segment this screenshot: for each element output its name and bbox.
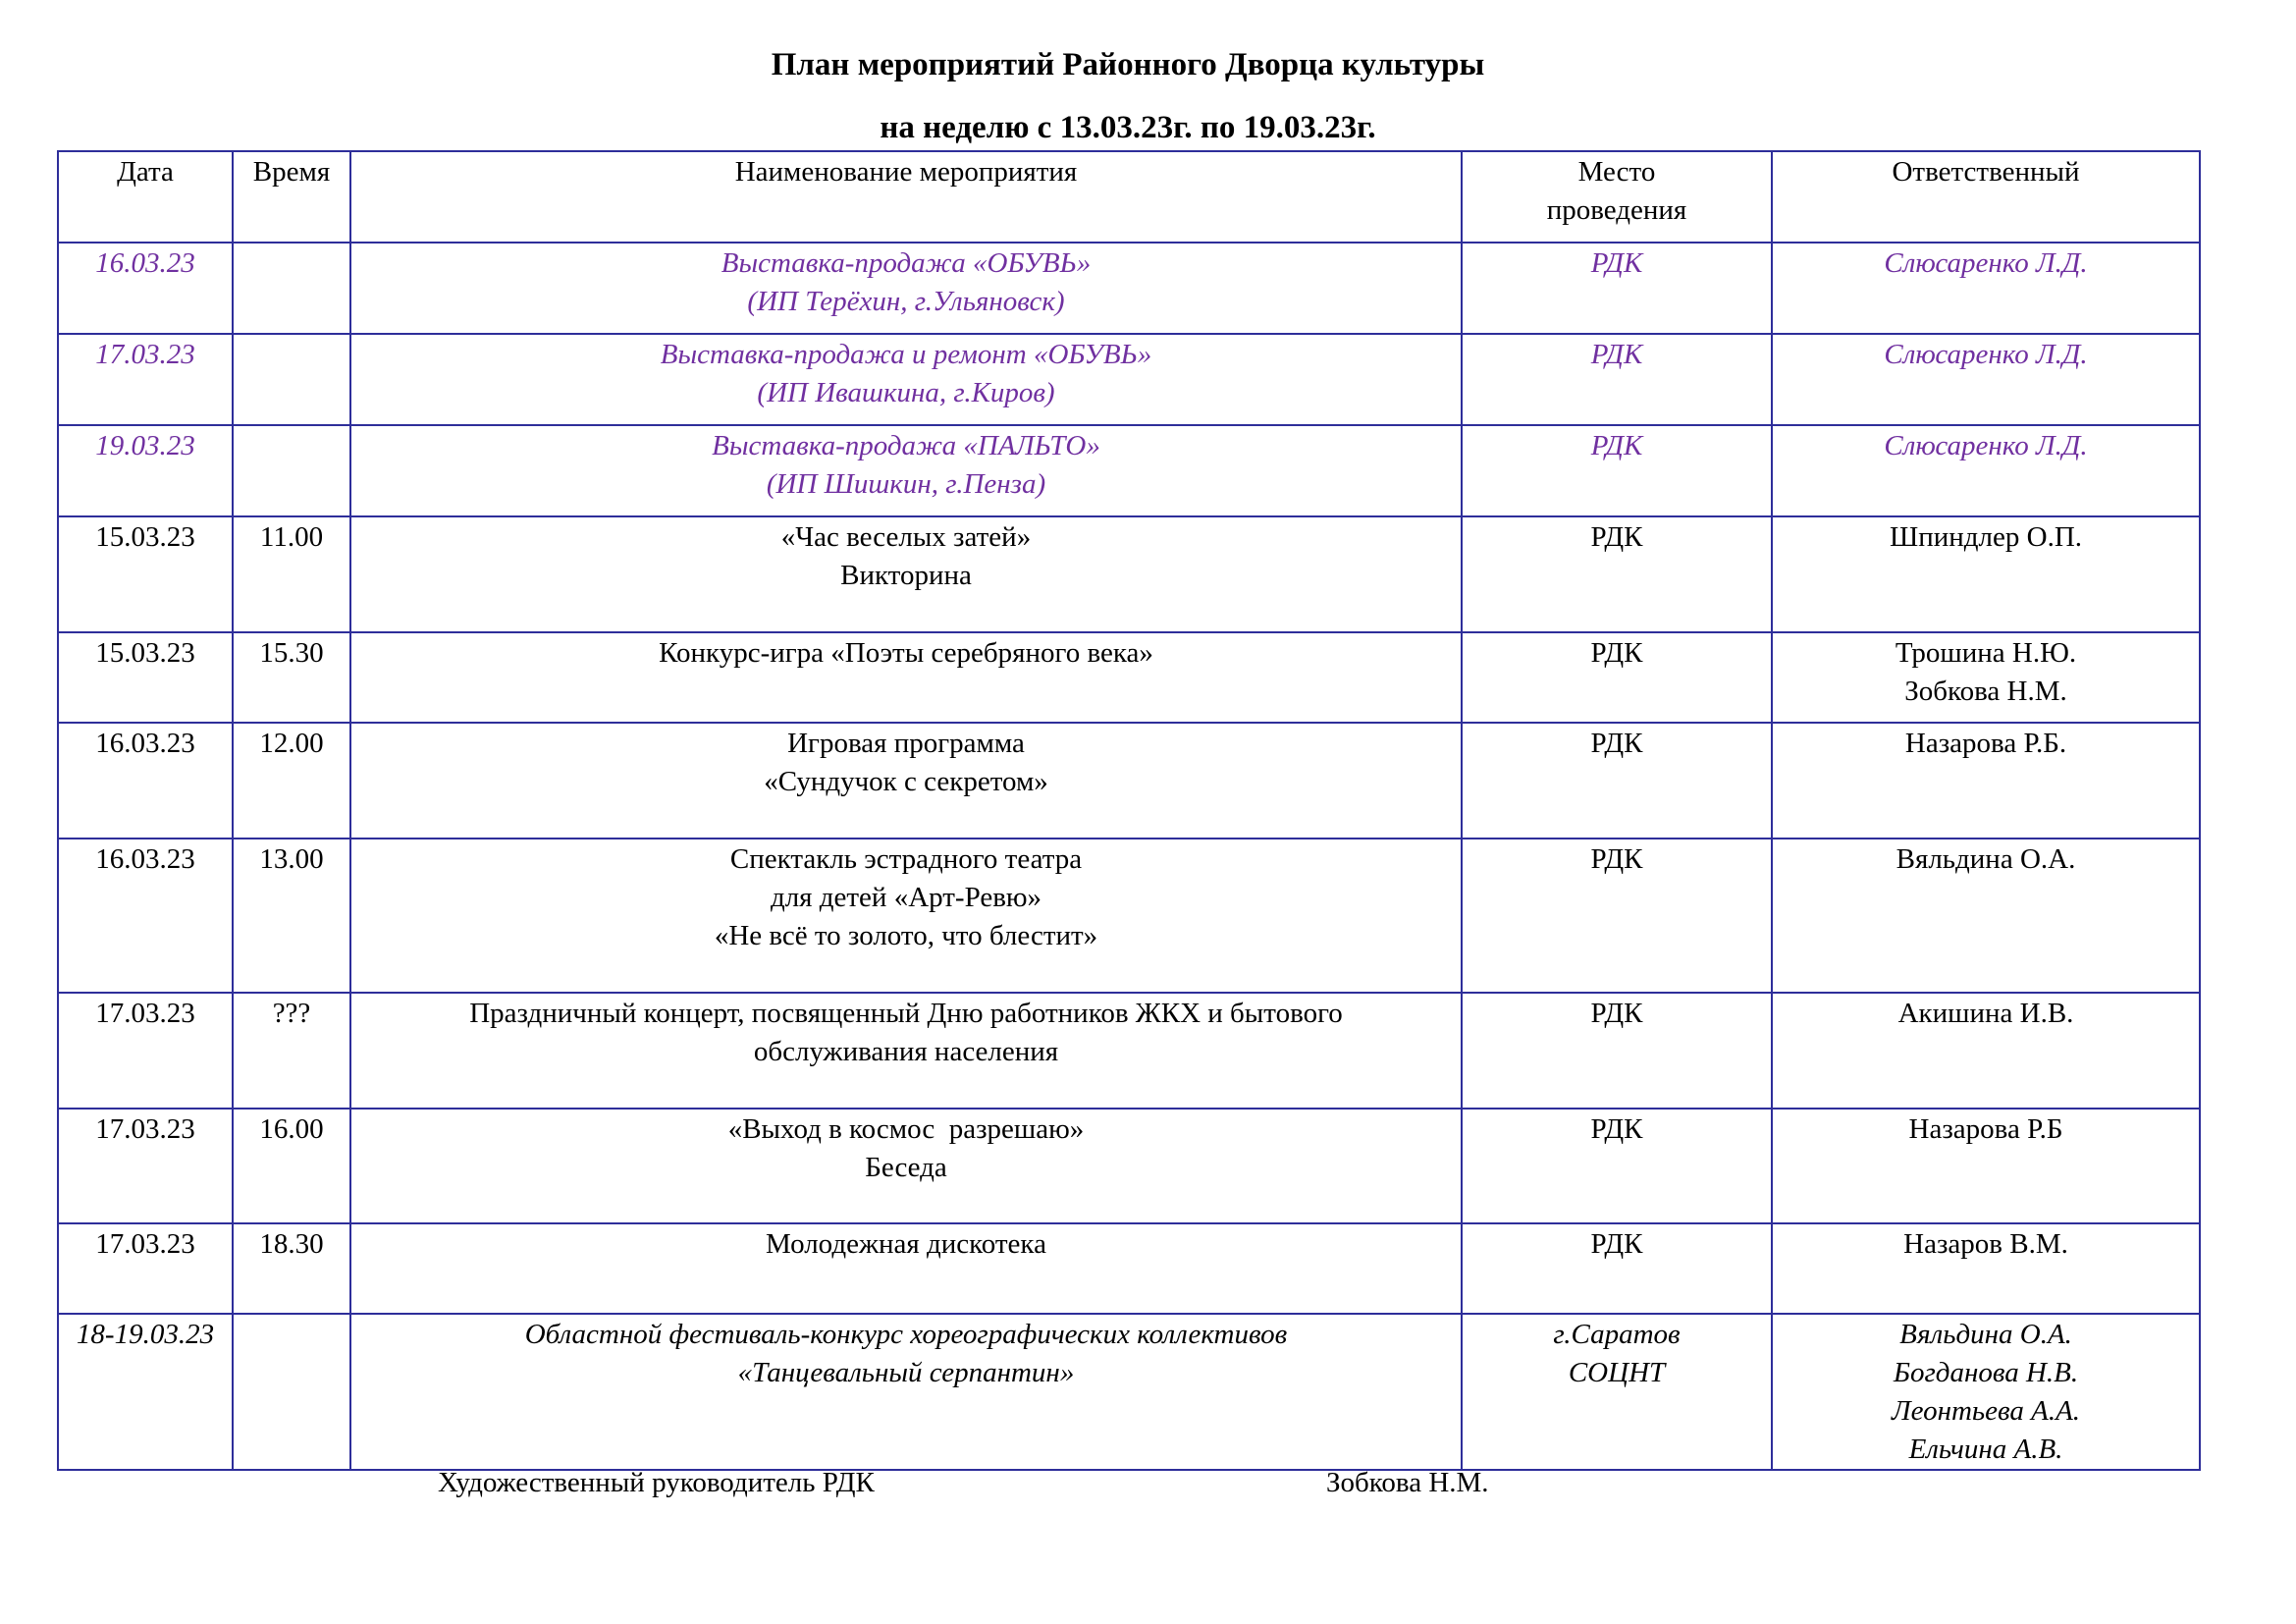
responsible-line: Слюсаренко Л.Д.	[1884, 430, 2088, 461]
place-line: РДК	[1590, 637, 1643, 669]
cell-place	[1462, 839, 1772, 993]
cell-responsible	[1772, 425, 2200, 516]
event-line: Областной фестиваль-конкурс хореографических коллективов	[524, 1319, 1288, 1350]
event-line: «Выход в космос разрешаю»	[727, 1113, 1085, 1145]
cell-event	[350, 993, 1462, 1109]
cell-responsible	[1772, 1314, 2200, 1470]
cell-place	[1462, 723, 1772, 839]
table-row	[58, 993, 2200, 1109]
event-line: Молодежная дискотека	[766, 1228, 1046, 1260]
responsible-line: Трошина Н.Ю.	[1895, 637, 2077, 669]
cell-place	[1462, 425, 1772, 516]
place-line: РДК	[1590, 1228, 1643, 1260]
responsible-line: Назарова Р.Б	[1908, 1113, 2063, 1145]
cell-time	[233, 243, 350, 334]
header-place	[1462, 151, 1772, 243]
cell-responsible	[1772, 243, 2200, 334]
responsible-line: Слюсаренко Л.Д.	[1884, 247, 2088, 279]
cell-responsible	[1772, 723, 2200, 839]
table-row	[58, 839, 2200, 993]
page-title: План мероприятий Районного Дворца культуры	[771, 47, 1485, 82]
cell-date: 16.03.23	[58, 723, 233, 839]
responsible-line: Назарова Р.Б.	[1904, 728, 2067, 759]
event-line: «Не всё то золото, что блестит»	[714, 920, 1098, 951]
event-line: Праздничный концерт, посвященный Дню работников ЖКХ и бытового	[469, 998, 1343, 1029]
header-responsible: Ответственный	[1772, 151, 2200, 243]
responsible-line: Вяльдина О.А.	[1896, 843, 2076, 875]
cell-place	[1462, 632, 1772, 723]
cell-event	[350, 1314, 1462, 1470]
cell-place	[1462, 993, 1772, 1109]
place-line: г.Саратов	[1553, 1319, 1681, 1350]
responsible-line: Слюсаренко Л.Д.	[1884, 339, 2088, 370]
cell-event	[350, 334, 1462, 425]
cell-date: 17.03.23	[58, 1109, 233, 1223]
event-line: «Сундучок с секретом»	[764, 766, 1048, 797]
cell-date: 18-19.03.23	[58, 1314, 233, 1470]
responsible-line: Назаров В.М.	[1903, 1228, 2068, 1260]
table-row	[58, 723, 2200, 839]
cell-event	[350, 1223, 1462, 1314]
responsible-line: Ельчина А.В.	[1908, 1434, 2063, 1465]
event-line: для детей «Арт-Ревю»	[770, 882, 1042, 913]
cell-responsible	[1772, 993, 2200, 1109]
event-line: «Час веселых затей»	[780, 521, 1032, 553]
event-line: Выставка-продажа и ремонт «ОБУВЬ»	[660, 339, 1152, 370]
cell-place	[1462, 243, 1772, 334]
cell-time	[233, 425, 350, 516]
place-line: РДК	[1590, 843, 1643, 875]
cell-event	[350, 839, 1462, 993]
event-line: Выставка-продажа «ОБУВЬ»	[721, 247, 1092, 279]
cell-event	[350, 425, 1462, 516]
cell-responsible	[1772, 839, 2200, 993]
cell-event	[350, 632, 1462, 723]
cell-time: 18.30	[233, 1223, 350, 1314]
cell-date: 17.03.23	[58, 334, 233, 425]
cell-event	[350, 243, 1462, 334]
table-row	[58, 334, 2200, 425]
cell-time: 12.00	[233, 723, 350, 839]
header-place-line2: проведения	[1546, 194, 1687, 226]
cell-place	[1462, 1109, 1772, 1223]
table-row	[58, 243, 2200, 334]
table-row	[58, 1314, 2200, 1470]
event-line: (ИП Терёхин, г.Ульяновск)	[747, 286, 1065, 317]
event-line: Викторина	[840, 560, 972, 591]
table-header-row	[58, 151, 2200, 243]
responsible-line: Леонтьева А.А.	[1891, 1395, 2081, 1427]
cell-responsible	[1772, 516, 2200, 632]
responsible-line: Зобкова Н.М.	[1904, 676, 2067, 707]
responsible-line: Акишина И.В.	[1897, 998, 2074, 1029]
cell-place	[1462, 516, 1772, 632]
cell-responsible	[1772, 1109, 2200, 1223]
responsible-line: Шпиндлер О.П.	[1889, 521, 2083, 553]
header-event: Наименование мероприятия	[350, 151, 1462, 243]
place-line: РДК	[1590, 728, 1643, 759]
events-table	[57, 150, 2201, 1471]
cell-time: 11.00	[233, 516, 350, 632]
cell-date: 15.03.23	[58, 516, 233, 632]
cell-responsible	[1772, 1223, 2200, 1314]
event-line: Конкурс-игра «Поэты серебряного века»	[659, 637, 1153, 669]
table-row	[58, 1223, 2200, 1314]
cell-time: 13.00	[233, 839, 350, 993]
place-line: РДК	[1590, 339, 1643, 370]
cell-time	[233, 334, 350, 425]
cell-responsible	[1772, 632, 2200, 723]
header-place-line1: Место	[1577, 156, 1656, 188]
responsible-line: Вяльдина О.А.	[1899, 1319, 2072, 1350]
cell-date: 15.03.23	[58, 632, 233, 723]
cell-responsible	[1772, 334, 2200, 425]
cell-time: ???	[233, 993, 350, 1109]
place-line: РДК	[1590, 1113, 1643, 1145]
event-line: Спектакль эстрадного театра	[729, 843, 1083, 875]
cell-date: 16.03.23	[58, 839, 233, 993]
table-row	[58, 1109, 2200, 1223]
place-line: РДК	[1590, 430, 1643, 461]
signature-position: Художественный руководитель РДК	[438, 1467, 875, 1498]
place-line: РДК	[1590, 521, 1643, 553]
cell-time: 16.00	[233, 1109, 350, 1223]
cell-event	[350, 516, 1462, 632]
event-line: Выставка-продажа «ПАЛЬТО»	[712, 430, 1100, 461]
page-subtitle: на неделю с 13.03.23г. по 19.03.23г.	[880, 110, 1376, 145]
event-line: Игровая программа	[787, 728, 1025, 759]
event-line: (ИП Шишкин, г.Пенза)	[766, 468, 1046, 500]
cell-event	[350, 1109, 1462, 1223]
event-line: (ИП Ивашкина, г.Киров)	[757, 377, 1055, 408]
header-time: Время	[233, 151, 350, 243]
cell-date: 16.03.23	[58, 243, 233, 334]
cell-event	[350, 723, 1462, 839]
responsible-line: Богданова Н.В.	[1893, 1357, 2079, 1388]
cell-place	[1462, 1314, 1772, 1470]
place-line: РДК	[1590, 247, 1643, 279]
table-row	[58, 632, 2200, 723]
cell-place	[1462, 334, 1772, 425]
signature-name: Зобкова Н.М.	[1326, 1467, 1489, 1498]
event-line: обслуживания населения	[753, 1036, 1059, 1067]
cell-date: 17.03.23	[58, 993, 233, 1109]
cell-date: 17.03.23	[58, 1223, 233, 1314]
event-line: «Танцевальный серпантин»	[737, 1357, 1075, 1388]
place-line: РДК	[1590, 998, 1643, 1029]
table-row	[58, 516, 2200, 632]
table-row	[58, 425, 2200, 516]
event-line: Беседа	[865, 1152, 947, 1183]
cell-place	[1462, 1223, 1772, 1314]
header-date: Дата	[58, 151, 233, 243]
cell-time: 15.30	[233, 632, 350, 723]
cell-time	[233, 1314, 350, 1470]
place-line: СОЦНТ	[1568, 1357, 1666, 1388]
cell-date: 19.03.23	[58, 425, 233, 516]
